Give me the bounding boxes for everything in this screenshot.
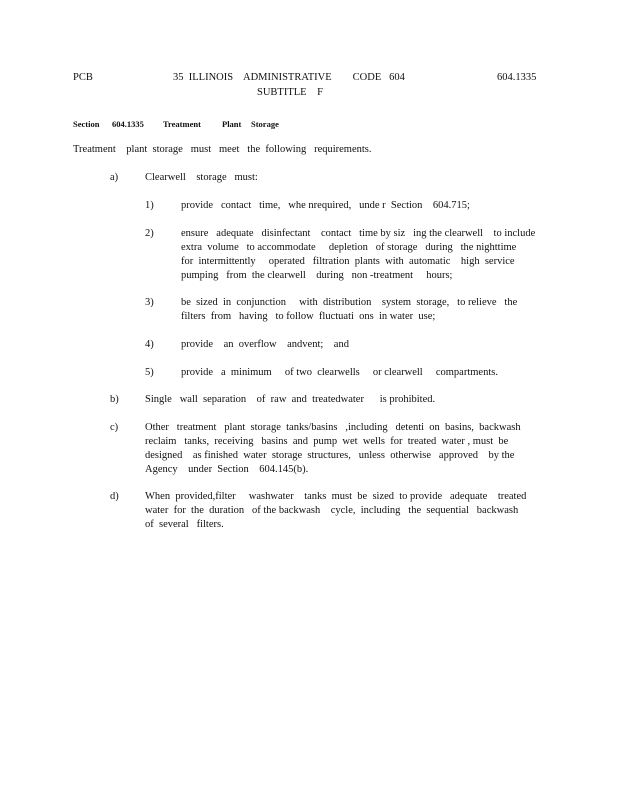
subitem-3-text bbox=[181, 296, 517, 324]
subitem-1-marker: 1) bbox=[145, 200, 154, 211]
header-right: 604.1335 bbox=[497, 72, 537, 83]
text-line: Agency under Section 604.145(b). bbox=[145, 464, 309, 475]
subitem-3-marker: 3) bbox=[145, 297, 154, 308]
subitem-4-text bbox=[181, 338, 349, 352]
subitem-2-marker: 2) bbox=[145, 228, 154, 239]
item-b-text bbox=[145, 393, 435, 407]
text-line: extra volume to accommodate depletion of storage during the nighttime bbox=[181, 242, 517, 253]
subitem-4-marker: 4) bbox=[145, 339, 154, 350]
text-line: Other treatment plant storage tanks/basins ,including detenti on basins, backwash bbox=[145, 422, 521, 433]
subitem-1-text bbox=[181, 199, 470, 213]
item-c-marker: c) bbox=[110, 422, 119, 433]
item-b-marker: b) bbox=[110, 394, 119, 405]
text-line: When provided,filter washwater tanks must be sized to provide adequate treated bbox=[145, 491, 527, 502]
text-line: provide contact time, whe nrequired, unde r Section 604.715; bbox=[181, 200, 470, 211]
section-title-word1: Treatment bbox=[163, 119, 201, 129]
text-line: of several filters. bbox=[145, 519, 224, 530]
section-title-word3: Storage bbox=[251, 119, 279, 129]
text-line: for intermittently operated filtration plants with automatic high service bbox=[181, 256, 515, 267]
intro-text: Treatment plant storage must meet the following requirements. bbox=[73, 144, 372, 155]
text-line: Single wall separation of raw and treatedwater is prohibited. bbox=[145, 394, 436, 405]
section-title-word2: Plant bbox=[222, 119, 242, 129]
header-center-line2: SUBTITLE F bbox=[257, 87, 323, 98]
header-left: PCB bbox=[73, 72, 93, 83]
section-label: Section bbox=[73, 119, 100, 129]
item-d-text bbox=[145, 490, 526, 532]
text-line: filters from having to follow fluctuati ons in water use; bbox=[181, 311, 436, 322]
text-line: be sized in conjunction with distribution system storage, to relieve the bbox=[181, 297, 518, 308]
item-a-marker: a) bbox=[110, 172, 119, 183]
item-a-text: Clearwell storage must: bbox=[145, 172, 258, 183]
text-line: ensure adequate disinfectant contact time by siz ing the clearwell to include bbox=[181, 228, 536, 239]
text-line: reclaim tanks, receiving basins and pump wet wells for treated water , must be bbox=[145, 436, 509, 447]
item-d-marker: d) bbox=[110, 491, 119, 502]
header-center-line1: 35 ILLINOIS ADMINISTRATIVE CODE 604 bbox=[173, 72, 405, 83]
subitem-2-text bbox=[181, 227, 535, 283]
section-number: 604.1335 bbox=[112, 119, 144, 129]
text-line: water for the duration of the backwash cycle, including the sequential backwash bbox=[145, 505, 519, 516]
text-line: provide a minimum of two clearwells or clearwell compartments. bbox=[181, 367, 498, 378]
subitem-5-marker: 5) bbox=[145, 367, 154, 378]
text-line: pumping from the clearwell during non -treatment hours; bbox=[181, 270, 453, 281]
text-line: designed as finished water storage structures, unless otherwise approved by the bbox=[145, 450, 515, 461]
item-c-text bbox=[145, 421, 521, 477]
text-line: provide an overflow andvent; and bbox=[181, 339, 349, 350]
subitem-5-text bbox=[181, 366, 498, 380]
